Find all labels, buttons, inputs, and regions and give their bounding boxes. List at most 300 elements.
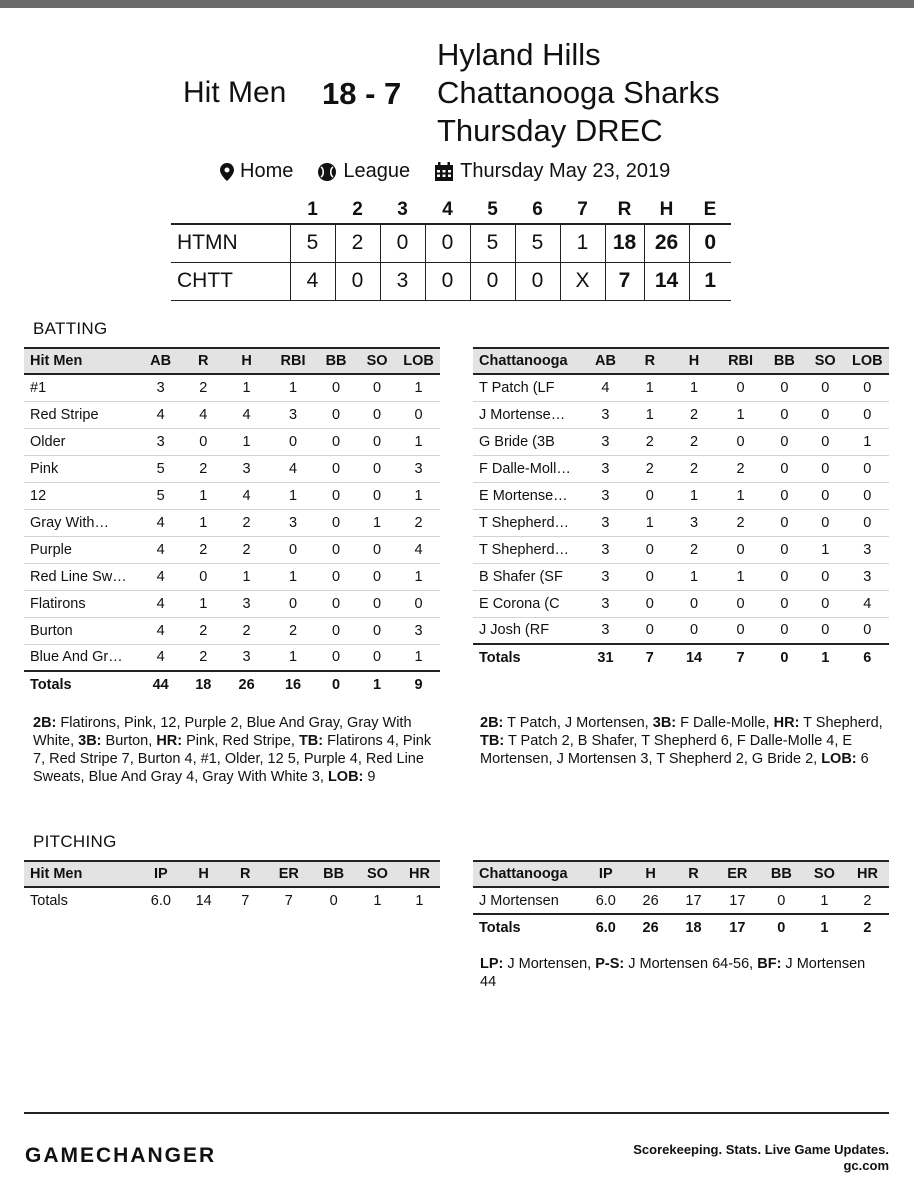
stat-cell: 1 bbox=[397, 374, 440, 401]
player-row bbox=[473, 563, 889, 590]
map-pin-icon bbox=[220, 163, 234, 181]
team-column-header: Chattanooga bbox=[473, 348, 582, 374]
note-value: J Mortensen 44 bbox=[480, 956, 866, 990]
stat-cell: 3 bbox=[137, 374, 184, 401]
stat-cell: 0 bbox=[315, 374, 357, 401]
stat-cell: 4 bbox=[137, 536, 184, 563]
stat-cell: 1 bbox=[717, 482, 764, 509]
stat-column-header: IP bbox=[139, 861, 184, 887]
stat-cell: 2 bbox=[717, 509, 764, 536]
line-score-header-team bbox=[171, 196, 290, 224]
player-row bbox=[24, 590, 440, 617]
stat-cell: 2 bbox=[271, 617, 315, 644]
footer-tagline bbox=[633, 1142, 889, 1174]
batting-table-home bbox=[24, 347, 440, 698]
stat-column-header: AB bbox=[582, 348, 629, 374]
note-label: HR: bbox=[156, 733, 183, 749]
stat-cell: 1 bbox=[629, 401, 671, 428]
stat-cell: 0 bbox=[315, 563, 357, 590]
stat-cell: 4 bbox=[222, 401, 271, 428]
pitching-table-home bbox=[24, 860, 440, 914]
totals-cell: 1 bbox=[415, 893, 424, 909]
totals-cell: 1 bbox=[805, 644, 846, 671]
total-hits: 14 bbox=[644, 262, 689, 300]
totals-cell: 14 bbox=[195, 893, 212, 909]
ball-icon bbox=[317, 162, 337, 182]
total-hits: 26 bbox=[644, 224, 689, 262]
event-name: Thursday DREC bbox=[437, 113, 663, 148]
totals-cell: 9 bbox=[397, 671, 440, 698]
inning-runs: 0 bbox=[425, 262, 470, 300]
stat-cell: 3 bbox=[582, 509, 629, 536]
inning-runs: X bbox=[560, 262, 605, 300]
totals-label: Totals bbox=[24, 671, 137, 698]
stat-cell: 1 bbox=[629, 509, 671, 536]
date-label: Thursday May 23, 2019 bbox=[460, 160, 671, 182]
stat-column-header: R bbox=[629, 348, 671, 374]
player-name: Flatirons bbox=[24, 590, 137, 617]
stat-cell: 0 bbox=[629, 590, 671, 617]
home-team-name: Hit Men bbox=[183, 76, 287, 109]
stat-cell: 0 bbox=[315, 590, 357, 617]
note-label: HR: bbox=[773, 715, 800, 731]
team-column-header: Hit Men bbox=[24, 861, 139, 887]
note-value: 6 bbox=[856, 751, 869, 767]
line-score-header bbox=[171, 196, 731, 224]
player-row bbox=[473, 455, 889, 482]
totals-cell: 17 bbox=[715, 914, 760, 941]
stat-cell: 0 bbox=[764, 374, 805, 401]
stat-cell: 3 bbox=[222, 644, 271, 671]
stat-cell: 0 bbox=[717, 428, 764, 455]
stat-cell: 0 bbox=[315, 536, 357, 563]
stat-cell: 1 bbox=[271, 644, 315, 671]
stat-cell: 0 bbox=[357, 617, 397, 644]
stat-cell: 0 bbox=[357, 590, 397, 617]
inning-runs: 5 bbox=[515, 224, 560, 262]
stat-cell: 1 bbox=[805, 536, 846, 563]
stat-cell: 2 bbox=[184, 644, 222, 671]
totals-cell: 1 bbox=[357, 671, 397, 698]
stat-column-header: H bbox=[629, 861, 672, 887]
date-meta bbox=[434, 160, 670, 183]
inning-runs: 5 bbox=[290, 224, 335, 262]
stat-cell: 0 bbox=[805, 455, 846, 482]
stat-cell: 2 bbox=[397, 509, 440, 536]
stat-column-header: HR bbox=[846, 861, 889, 887]
stat-column-header: ER bbox=[715, 861, 760, 887]
stat-cell: 0 bbox=[184, 428, 222, 455]
stat-cell: 1 bbox=[803, 887, 846, 914]
stat-cell: 3 bbox=[582, 590, 629, 617]
stat-cell: 1 bbox=[222, 563, 271, 590]
stat-column-header: SO bbox=[805, 348, 846, 374]
stat-cell: 0 bbox=[315, 455, 357, 482]
note-value: Burton, bbox=[101, 733, 157, 749]
stat-cell: 3 bbox=[397, 617, 440, 644]
stat-cell: 1 bbox=[671, 563, 717, 590]
footer-link[interactable]: gc.com bbox=[843, 1158, 889, 1173]
stat-cell: 4 bbox=[184, 401, 222, 428]
player-row bbox=[473, 509, 889, 536]
inning-runs: 0 bbox=[515, 262, 560, 300]
stat-column-header: BB bbox=[760, 861, 803, 887]
player-name: F Dalle-Moll… bbox=[473, 455, 582, 482]
league-name: Hyland Hills bbox=[437, 37, 601, 72]
stat-cell: 0 bbox=[717, 536, 764, 563]
totals-cell: 7 bbox=[284, 893, 293, 909]
stat-cell: 0 bbox=[629, 536, 671, 563]
total-runs: 7 bbox=[605, 262, 644, 300]
stat-cell: 2 bbox=[222, 617, 271, 644]
inning-header: 4 bbox=[442, 198, 453, 220]
note-label: P-S: bbox=[595, 956, 625, 972]
totals-cell: 0 bbox=[764, 644, 805, 671]
player-row bbox=[473, 428, 889, 455]
note-label: TB: bbox=[298, 733, 324, 749]
stat-cell: 4 bbox=[137, 401, 184, 428]
stat-cell: 0 bbox=[805, 401, 846, 428]
totals-cell: 18 bbox=[672, 914, 715, 941]
totals-cell: 16 bbox=[271, 671, 315, 698]
note-label: 3B: bbox=[78, 733, 102, 749]
stat-cell: 0 bbox=[764, 536, 805, 563]
stat-cell: 0 bbox=[315, 644, 357, 671]
stat-cell: 2 bbox=[846, 887, 889, 914]
stat-column-header: H bbox=[183, 861, 224, 887]
stat-cell: 0 bbox=[760, 887, 803, 914]
note-value: 9 bbox=[363, 769, 376, 785]
stat-cell: 0 bbox=[357, 428, 397, 455]
stat-column-header: H bbox=[222, 348, 271, 374]
stat-cell: 3 bbox=[846, 536, 889, 563]
stat-column-header: ER bbox=[266, 861, 311, 887]
stat-cell: 1 bbox=[671, 374, 717, 401]
player-row bbox=[473, 536, 889, 563]
game-meta bbox=[220, 160, 670, 183]
stat-cell: 6.0 bbox=[582, 887, 629, 914]
stat-cell: 0 bbox=[315, 482, 357, 509]
stat-cell: 0 bbox=[764, 509, 805, 536]
inning-header: 3 bbox=[397, 198, 408, 220]
stat-cell: 1 bbox=[222, 428, 271, 455]
totals-row bbox=[24, 671, 440, 698]
totals-label: Totals bbox=[473, 644, 582, 671]
stat-cell: 0 bbox=[717, 617, 764, 644]
stat-cell: 5 bbox=[137, 455, 184, 482]
stat-cell: 0 bbox=[764, 482, 805, 509]
player-name: #1 bbox=[24, 374, 137, 401]
stat-cell: 5 bbox=[137, 482, 184, 509]
stat-cell: 0 bbox=[357, 482, 397, 509]
player-row bbox=[24, 428, 440, 455]
opponent-name: Chattanooga Sharks bbox=[437, 75, 720, 110]
stat-cell: 0 bbox=[629, 482, 671, 509]
stat-cell: 0 bbox=[764, 617, 805, 644]
stat-cell: 1 bbox=[397, 482, 440, 509]
totals-row bbox=[24, 887, 440, 914]
stat-cell: 1 bbox=[222, 374, 271, 401]
batting-section-title: BATTING bbox=[33, 319, 108, 338]
note-value: F Dalle-Molle, bbox=[676, 715, 774, 731]
stat-cell: 4 bbox=[582, 374, 629, 401]
stat-cell: 2 bbox=[184, 536, 222, 563]
inning-runs: 0 bbox=[380, 224, 425, 262]
player-name: G Bride (3B bbox=[473, 428, 582, 455]
stat-cell: 0 bbox=[717, 374, 764, 401]
stat-cell: 2 bbox=[671, 428, 717, 455]
stat-cell: 3 bbox=[271, 509, 315, 536]
totals-cell: 14 bbox=[671, 644, 717, 671]
stat-column-header: SO bbox=[356, 861, 399, 887]
player-name: Blue And Gr… bbox=[24, 644, 137, 671]
player-name: Older bbox=[24, 428, 137, 455]
team-column-header: Hit Men bbox=[24, 348, 137, 374]
stat-cell: 0 bbox=[315, 428, 357, 455]
stat-cell: 1 bbox=[184, 482, 222, 509]
stat-cell: 3 bbox=[582, 401, 629, 428]
final-score: 18 - 7 bbox=[322, 76, 402, 111]
stat-cell: 3 bbox=[582, 482, 629, 509]
stat-cell: 0 bbox=[357, 536, 397, 563]
player-name: J Mortensen bbox=[473, 887, 582, 914]
stat-cell: 0 bbox=[846, 509, 889, 536]
stat-cell: 1 bbox=[357, 509, 397, 536]
stat-cell: 1 bbox=[271, 482, 315, 509]
player-row bbox=[24, 374, 440, 401]
inning-runs: 3 bbox=[380, 262, 425, 300]
player-name: B Shafer (SF bbox=[473, 563, 582, 590]
stat-cell: 0 bbox=[717, 590, 764, 617]
stat-cell: 4 bbox=[137, 590, 184, 617]
note-label: LP: bbox=[480, 956, 504, 972]
inning-runs: 2 bbox=[335, 224, 380, 262]
inning-header: 2 bbox=[352, 198, 363, 220]
table-header-row bbox=[473, 348, 889, 374]
stat-cell: 0 bbox=[805, 509, 846, 536]
totals-cell: 44 bbox=[137, 671, 184, 698]
player-row bbox=[24, 401, 440, 428]
stat-cell: 3 bbox=[271, 401, 315, 428]
errors-header: E bbox=[703, 198, 717, 220]
stat-cell: 0 bbox=[629, 617, 671, 644]
pitching-notes-away bbox=[480, 955, 880, 991]
stat-cell: 4 bbox=[222, 482, 271, 509]
stat-cell: 3 bbox=[671, 509, 717, 536]
stat-cell: 0 bbox=[805, 482, 846, 509]
totals-cell: 26 bbox=[629, 914, 672, 941]
player-name: Burton bbox=[24, 617, 137, 644]
player-name: T Shepherd… bbox=[473, 536, 582, 563]
stat-cell: 0 bbox=[846, 374, 889, 401]
stat-cell: 2 bbox=[629, 455, 671, 482]
stat-cell: 0 bbox=[271, 428, 315, 455]
note-label: 3B: bbox=[652, 715, 677, 731]
stat-cell: 4 bbox=[137, 563, 184, 590]
stat-cell: 1 bbox=[846, 428, 889, 455]
inning-header: 6 bbox=[532, 198, 543, 220]
stat-cell: 2 bbox=[717, 455, 764, 482]
note-value: Flatirons, Pink, 12, Purple 2, Blue And Gray, Gray With White, bbox=[33, 715, 412, 749]
player-row bbox=[24, 509, 440, 536]
totals-cell: 18 bbox=[184, 671, 222, 698]
stat-cell: 2 bbox=[629, 428, 671, 455]
stat-cell: 3 bbox=[582, 428, 629, 455]
note-label: TB: bbox=[480, 733, 505, 749]
player-name: Pink bbox=[24, 455, 137, 482]
stat-cell: 17 bbox=[672, 887, 715, 914]
inning-runs: 5 bbox=[470, 224, 515, 262]
stat-cell: 0 bbox=[805, 590, 846, 617]
inning-header: 5 bbox=[487, 198, 498, 220]
totals-cell: 1 bbox=[373, 893, 382, 909]
player-row bbox=[473, 482, 889, 509]
stat-column-header: R bbox=[184, 348, 222, 374]
stat-cell: 0 bbox=[357, 374, 397, 401]
footer-divider bbox=[24, 1112, 889, 1114]
inning-runs: 0 bbox=[425, 224, 470, 262]
player-row bbox=[473, 617, 889, 644]
totals-cell: 6 bbox=[846, 644, 889, 671]
player-name: E Mortense… bbox=[473, 482, 582, 509]
league-meta bbox=[317, 160, 410, 183]
calendar-icon bbox=[434, 162, 454, 182]
stat-cell: 0 bbox=[671, 590, 717, 617]
stat-column-header: RBI bbox=[717, 348, 764, 374]
player-name: Red Line Sw… bbox=[24, 563, 137, 590]
note-value: Flatirons 4, Pink 7, Red Stripe 7, Burton 4, #1, Older, 12 5, Purple 4, Red Line Sweats, Blue And Gray 4, Gray With White 3, bbox=[33, 733, 432, 785]
stat-column-header: SO bbox=[357, 348, 397, 374]
stat-column-header: IP bbox=[582, 861, 629, 887]
stat-cell: 17 bbox=[715, 887, 760, 914]
stat-cell: 1 bbox=[717, 563, 764, 590]
stat-cell: 2 bbox=[222, 536, 271, 563]
totals-cell: 6.0 bbox=[150, 893, 171, 909]
stat-column-header: BB bbox=[315, 348, 357, 374]
stat-cell: 0 bbox=[271, 536, 315, 563]
pitching-table-away bbox=[473, 860, 889, 941]
table-header-row bbox=[24, 348, 440, 374]
stat-cell: 2 bbox=[671, 455, 717, 482]
stat-cell: 0 bbox=[764, 401, 805, 428]
note-label: 2B: bbox=[33, 715, 57, 731]
stat-cell: 1 bbox=[271, 374, 315, 401]
inning-runs: 0 bbox=[335, 262, 380, 300]
line-score-row-home bbox=[171, 224, 731, 262]
stat-column-header: H bbox=[671, 348, 717, 374]
top-bar bbox=[0, 0, 914, 8]
game-titles bbox=[437, 36, 720, 150]
total-errors: 0 bbox=[689, 224, 731, 262]
totals-cell: 7 bbox=[717, 644, 764, 671]
stat-cell: 3 bbox=[582, 455, 629, 482]
player-row bbox=[24, 536, 440, 563]
stat-cell: 1 bbox=[184, 590, 222, 617]
location-meta bbox=[220, 160, 293, 183]
location-label: Home bbox=[240, 160, 294, 182]
note-value: T Shepherd, bbox=[799, 715, 883, 731]
stat-cell: 3 bbox=[846, 563, 889, 590]
pitching-section-title: PITCHING bbox=[33, 832, 117, 851]
stat-cell: 1 bbox=[629, 374, 671, 401]
stat-cell: 0 bbox=[764, 563, 805, 590]
stat-cell: 0 bbox=[184, 563, 222, 590]
player-name: T Shepherd… bbox=[473, 509, 582, 536]
stat-cell: 0 bbox=[629, 563, 671, 590]
player-name: Gray With… bbox=[24, 509, 137, 536]
totals-cell: 7 bbox=[241, 893, 250, 909]
runs-header: R bbox=[617, 198, 632, 220]
note-label: BF: bbox=[757, 956, 782, 972]
game-type-label: League bbox=[343, 160, 411, 182]
stat-cell: 0 bbox=[315, 401, 357, 428]
stat-cell: 4 bbox=[397, 536, 440, 563]
note-value: J Mortensen, bbox=[503, 956, 596, 972]
player-row bbox=[473, 401, 889, 428]
totals-row bbox=[473, 644, 889, 671]
stat-cell: 0 bbox=[357, 563, 397, 590]
note-label: LOB: bbox=[821, 751, 857, 767]
player-name: T Patch (LF bbox=[473, 374, 582, 401]
tagline-text: Scorekeeping. Stats. Live Game Updates. bbox=[633, 1142, 889, 1157]
totals-cell: 0 bbox=[329, 893, 338, 909]
player-row bbox=[24, 644, 440, 671]
player-row bbox=[24, 617, 440, 644]
stat-column-header: R bbox=[672, 861, 715, 887]
stat-cell: 4 bbox=[271, 455, 315, 482]
player-row bbox=[473, 374, 889, 401]
stat-cell: 0 bbox=[764, 455, 805, 482]
table-header-row bbox=[473, 861, 889, 887]
note-label: LOB: bbox=[327, 769, 364, 785]
stat-cell: 3 bbox=[222, 455, 271, 482]
totals-cell: 2 bbox=[846, 914, 889, 941]
player-row bbox=[473, 590, 889, 617]
stat-cell: 3 bbox=[137, 428, 184, 455]
stat-cell: 4 bbox=[846, 590, 889, 617]
totals-row bbox=[473, 914, 889, 941]
stat-cell: 0 bbox=[671, 617, 717, 644]
stat-cell: 0 bbox=[271, 590, 315, 617]
hits-header: H bbox=[659, 198, 674, 220]
stat-column-header: SO bbox=[803, 861, 846, 887]
stat-cell: 2 bbox=[184, 617, 222, 644]
inning-runs: 0 bbox=[470, 262, 515, 300]
totals-cell: 0 bbox=[315, 671, 357, 698]
stat-cell: 0 bbox=[805, 563, 846, 590]
total-errors: 1 bbox=[689, 262, 731, 300]
player-name: J Josh (RF bbox=[473, 617, 582, 644]
batting-notes-away bbox=[480, 714, 888, 768]
stat-column-header: LOB bbox=[846, 348, 889, 374]
stat-cell: 1 bbox=[397, 428, 440, 455]
player-name: Red Stripe bbox=[24, 401, 137, 428]
batting-table-away bbox=[473, 347, 889, 671]
stat-column-header: BB bbox=[764, 348, 805, 374]
stat-cell: 0 bbox=[315, 617, 357, 644]
note-value: T Patch 2, B Shafer, T Shepherd 6, F Dalle-Molle 4, E Mortensen, J Mortensen 3, T Shepherd 2, G Bride 2, bbox=[480, 733, 853, 767]
stat-cell: 2 bbox=[184, 455, 222, 482]
player-row bbox=[24, 455, 440, 482]
stat-cell: 1 bbox=[717, 401, 764, 428]
totals-label: Totals bbox=[473, 914, 582, 941]
brand-logo: GAMECHANGER bbox=[25, 1144, 217, 1167]
stat-column-header: BB bbox=[311, 861, 356, 887]
totals-label: Totals bbox=[30, 893, 68, 909]
stat-cell: 4 bbox=[137, 617, 184, 644]
stat-cell: 0 bbox=[357, 644, 397, 671]
team-column-header: Chattanooga bbox=[473, 861, 582, 887]
